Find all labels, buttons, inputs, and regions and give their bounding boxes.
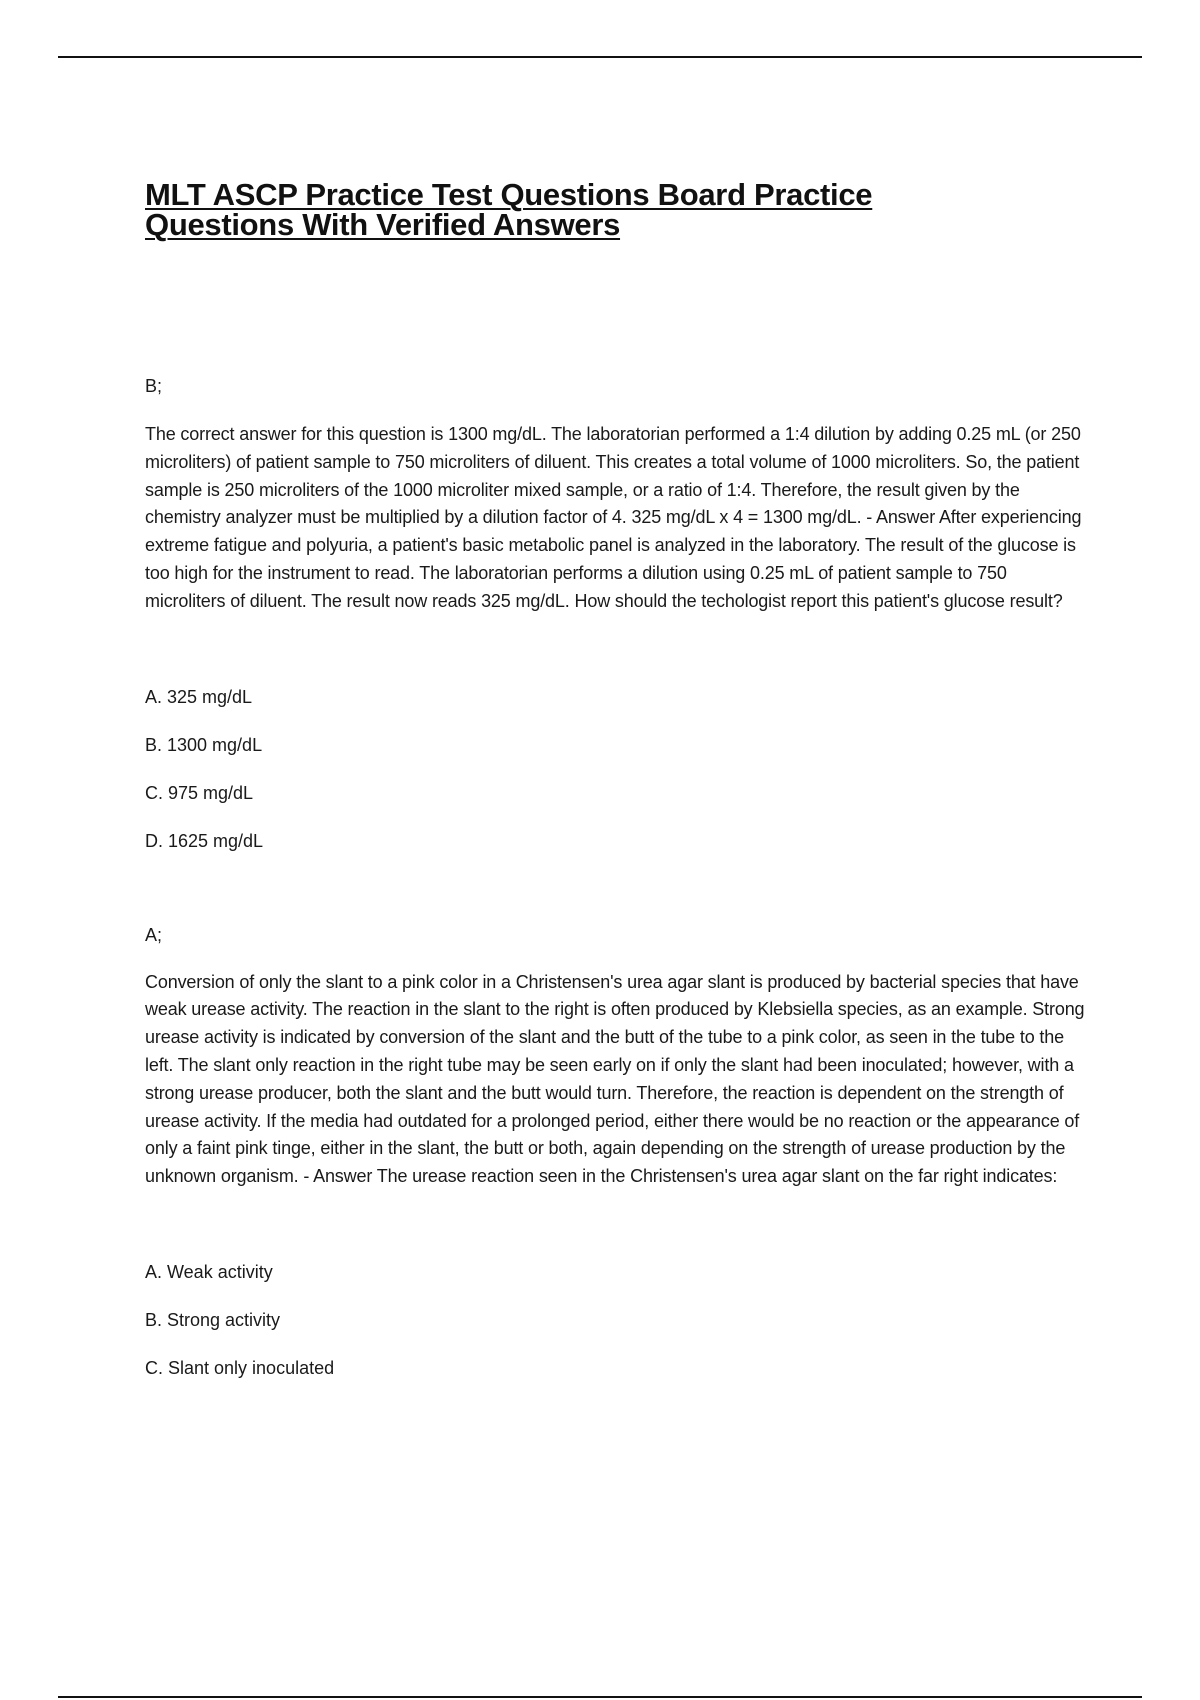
question-block-1 [145, 374, 1090, 853]
explanation-text: The correct answer for this question is 1300 mg/dL. The laboratorian performed a 1:4 dilution by adding 0.25 mL (or 250 microliters) of patient sample to 750 microliters of diluent. This creates a total volume of 1000 microliters. So, the patient sample is 250 microliters of the 1000 microliter mixed sample, or a ratio of 1:4. Therefore, the result given by the chemistry analyzer must be multiplied by a dilution factor of 4. 325 mg/dL x 4 = 1300 mg/dL. - Answer After experiencing extreme fatigue and polyuria, a patient's basic metabolic panel is analyzed in the laboratory. The result of the glucose is too high for the instrument to read. The laboratorian performs a dilution using 0.25 mL of patient sample to 750 microliters of diluent. The result now reads 325 mg/dL. How should the techologist report this patient's glucose result? [145, 424, 1082, 611]
question-block-2 [145, 923, 1090, 1380]
option-item: A. Weak activity [145, 1261, 273, 1282]
option-item: C. 975 mg/dL [145, 782, 254, 803]
footer-rule [58, 1696, 1142, 1698]
answer-letter: B; [145, 376, 163, 396]
document-title-line-1: MLT ASCP Practice Test Questions Board Practice [145, 177, 873, 212]
option-item: A. 325 mg/dL [145, 686, 253, 707]
option-item: B. Strong activity [145, 1309, 281, 1330]
answer-letter: A; [145, 924, 163, 945]
answer-options [145, 685, 1090, 853]
page-content [145, 177, 1090, 1404]
option-item: B. 1300 mg/dL [145, 734, 263, 755]
header-rule [58, 56, 1142, 58]
option-item: D. 1625 mg/dL [145, 830, 264, 851]
explanation-text: Conversion of only the slant to a pink color in a Christensen's urea agar slant is produced by bacterial species that have weak urease activity. The reaction in the slant to the right is often produced by Klebsiella species, as an example. Strong urease activity is indicated by conversion of the slant and the butt of the tube to a pink color, as seen in the tube to the left. The slant only reaction in the right tube may be seen early on if only the slant had been inoculated; however, with a strong urease producer, both the slant and the butt would turn. Therefore, the reaction is dependent on the strength of urease activity. If the media had outdated for a prolonged period, either there would be no reaction or the appearance of only a faint pink tinge, either in the slant, the butt or both, again depending on the strength of urease production by the unknown organism. - Answer The urease reaction seen in the Christensen's urea agar slant on the far right indicates: [145, 971, 1085, 1187]
option-item: C. Slant only inoculated [145, 1357, 335, 1378]
answer-options [145, 1260, 1090, 1380]
document-title [145, 177, 1090, 242]
document-title-line-2: Questions With Verified Answers [145, 207, 621, 242]
